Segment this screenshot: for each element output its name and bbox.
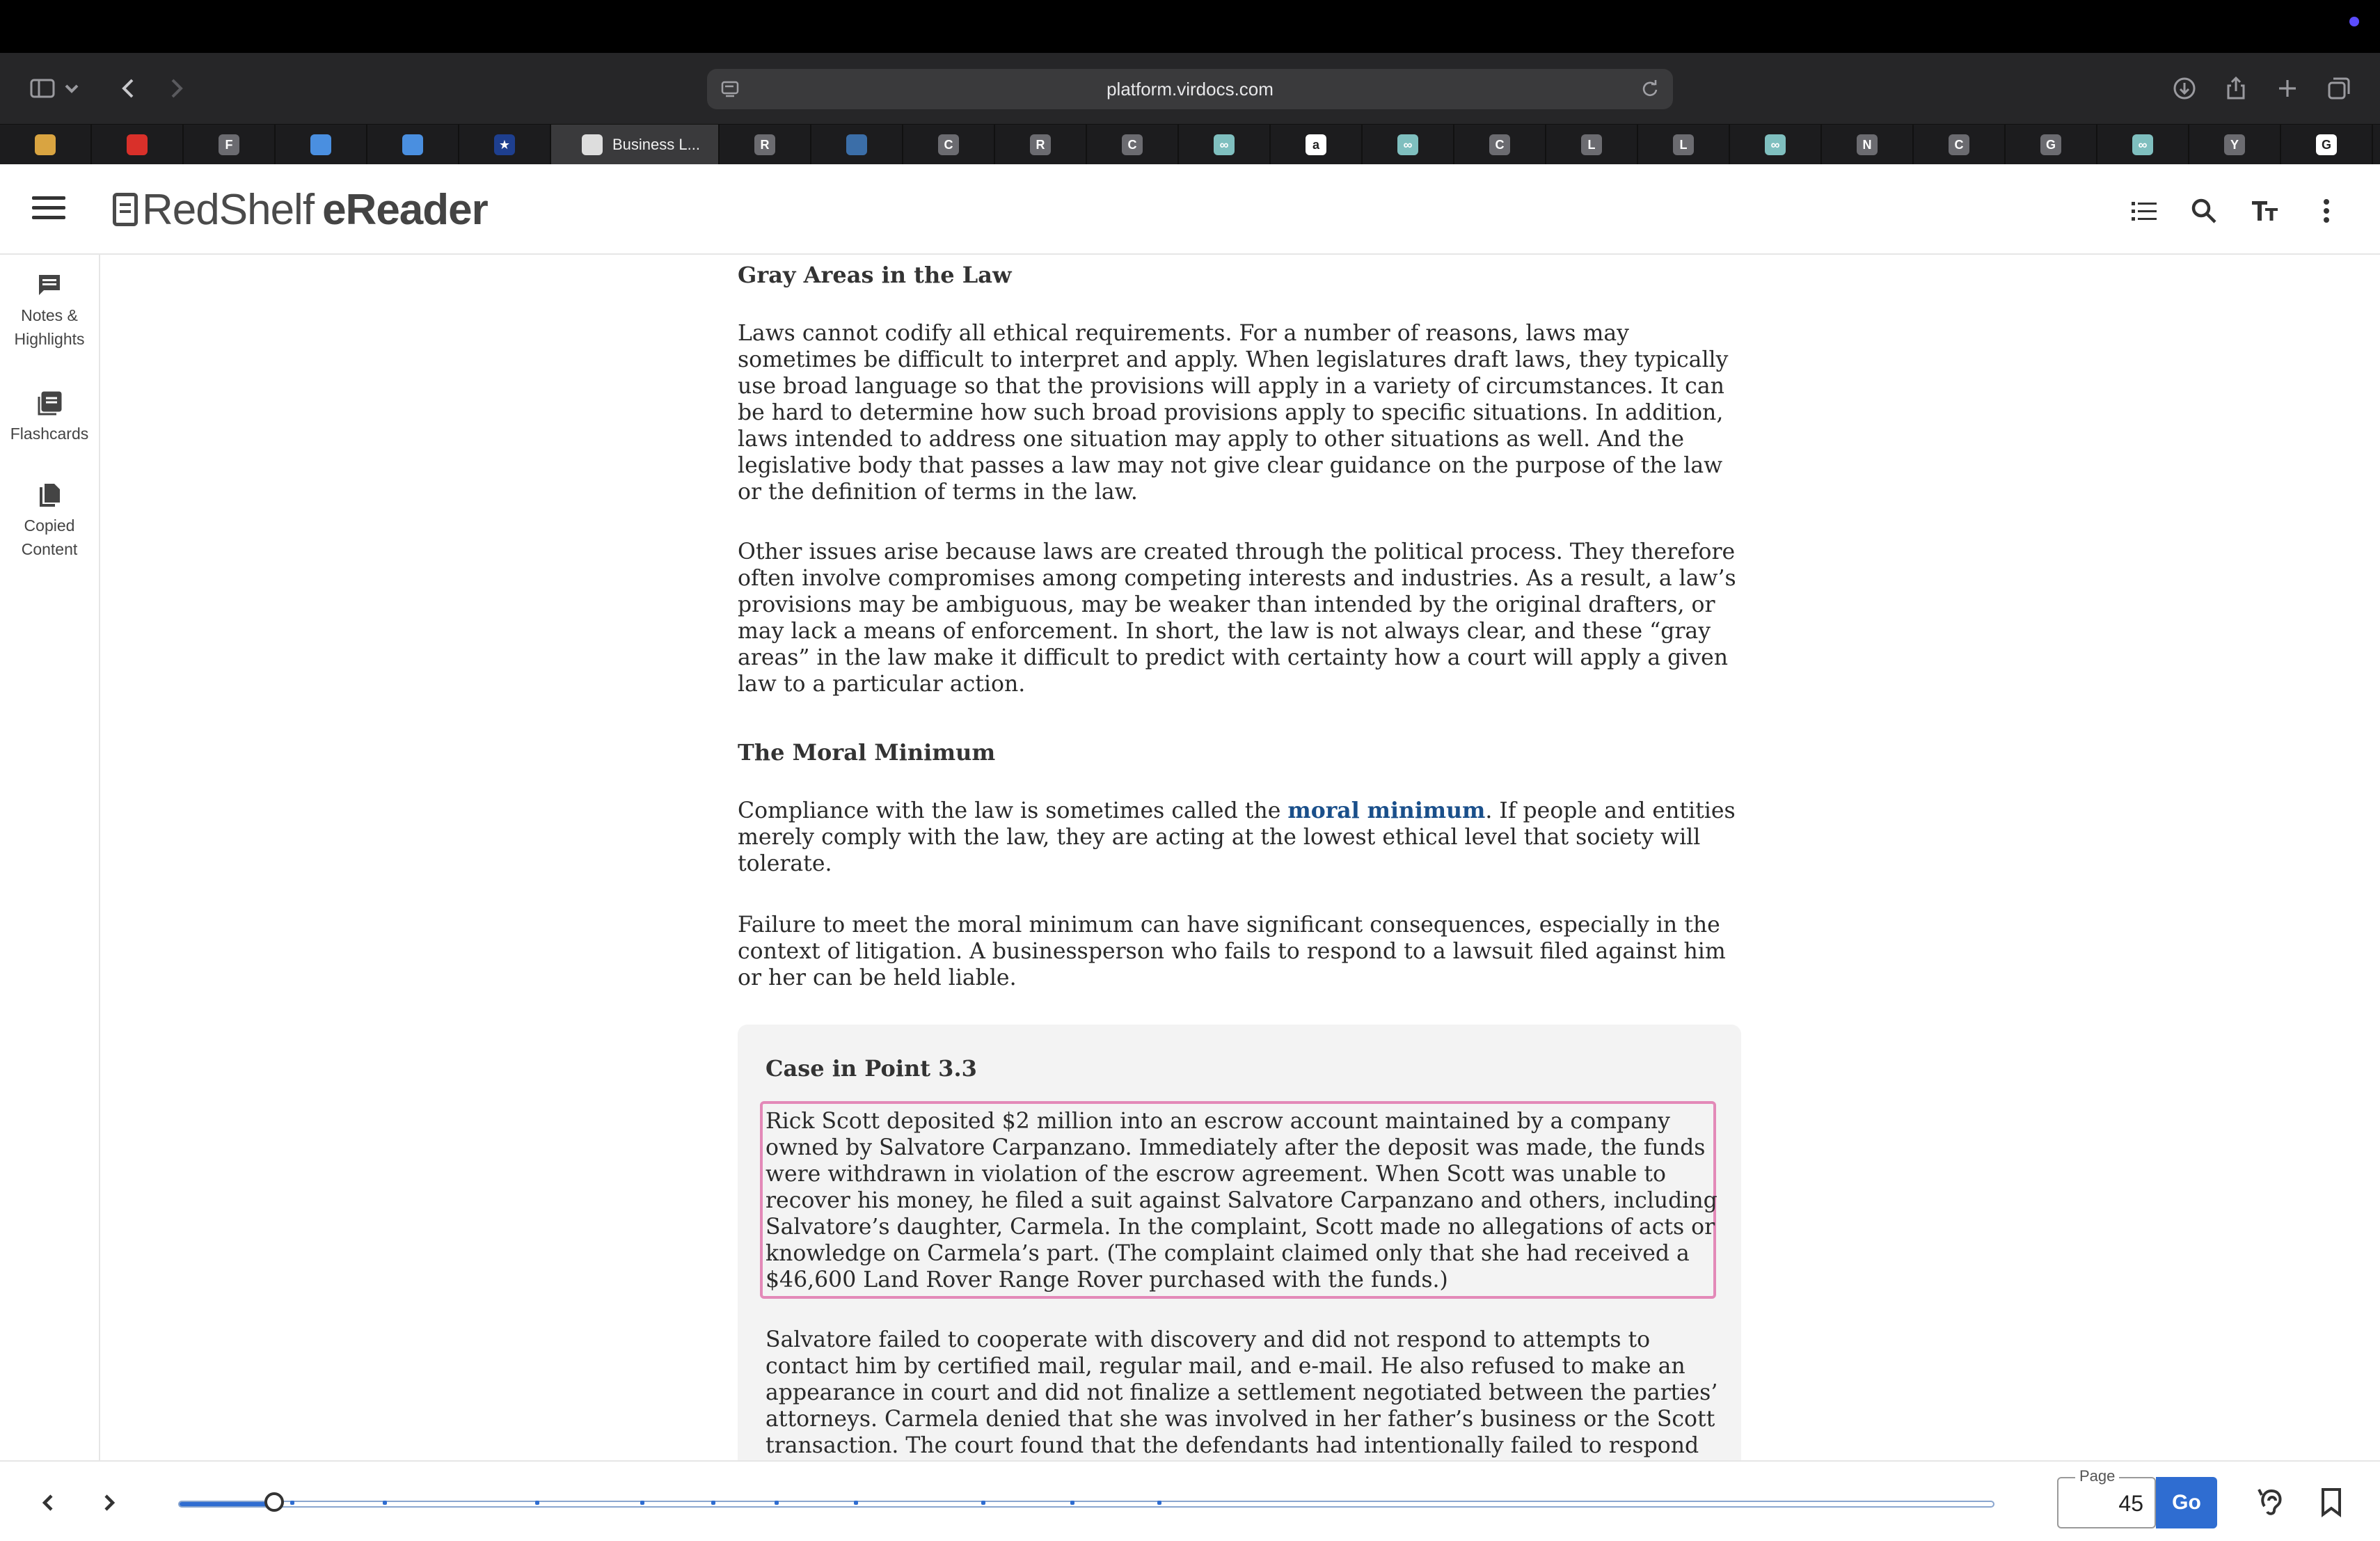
tab[interactable] (2281, 125, 2373, 165)
tab-favicon-icon: L (1673, 134, 1694, 155)
tab[interactable] (2097, 125, 2189, 165)
paragraph (738, 798, 1744, 877)
chapter-marker[interactable] (981, 1501, 985, 1505)
tab-title: Business L... (612, 136, 700, 153)
case-title: Case in Point 3.3 (765, 1055, 977, 1082)
copy-icon (35, 482, 63, 509)
tab[interactable] (2189, 125, 2281, 165)
tab[interactable] (459, 125, 551, 165)
tab[interactable] (903, 125, 995, 165)
tab-favicon-icon (127, 134, 148, 155)
tools-sidebar (0, 255, 100, 1460)
tab-favicon-icon: Y (2224, 134, 2245, 155)
chapter-marker[interactable] (1157, 1501, 1161, 1505)
more-options-icon[interactable] (2308, 192, 2345, 230)
glossary-term-link[interactable]: moral minimum (1287, 798, 1486, 823)
logo-name: RedShelf (142, 185, 315, 234)
tab-favicon-icon: C (938, 134, 959, 155)
tab[interactable] (1271, 125, 1363, 165)
section-heading: The Moral Minimum (738, 739, 996, 766)
tab[interactable] (184, 125, 276, 165)
new-tab-icon[interactable] (2269, 70, 2306, 107)
chapter-marker[interactable] (854, 1501, 858, 1505)
previous-page-icon[interactable] (31, 1485, 65, 1520)
search-icon[interactable] (2185, 192, 2223, 230)
progress-fill (180, 1502, 274, 1506)
sidebar-item-label: Copied (24, 516, 75, 535)
page-number-field[interactable] (2057, 1467, 2156, 1528)
sidebar-item-label: Highlights (14, 330, 85, 348)
sidebar-toggle-icon[interactable] (24, 70, 61, 107)
section-heading: Gray Areas in the Law (738, 262, 1012, 288)
sidebar-item-notes-highlights[interactable] (0, 271, 99, 351)
tab[interactable] (276, 125, 367, 165)
tab-favicon-icon (310, 134, 331, 155)
browser-toolbar (0, 53, 2380, 124)
paragraph: Laws cannot codify all ethical requirements. For a number of reasons, laws may sometimes be difficult to interpret and apply. When legislatures draft laws, they typically use broad language so that the provisions will apply in a variety of circumstances. It can be hard to determine how such broad provisions apply to specific situations. In addition, laws intended to address one situation may apply to other situations as well. And the legislative body that passes a law may not give clear guidance on the purpose of the law or the definition of terms in the law. (738, 321, 1729, 505)
tab[interactable] (1087, 125, 1179, 165)
tab[interactable] (1546, 125, 1638, 165)
redshelf-logo (113, 187, 488, 232)
tab[interactable] (1363, 125, 1454, 165)
paragraph: Failure to meet the moral minimum can have significant consequences, especially in the context of litigation. A businessperson who fails to respond to a lawsuit filed against him or her can be held liable. (738, 912, 1726, 990)
sidebar-item-label: Notes & (21, 306, 78, 324)
tab-favicon-icon: L (1581, 134, 1602, 155)
chapter-marker[interactable] (1070, 1501, 1074, 1505)
go-button[interactable]: Go (2156, 1477, 2217, 1528)
tab-favicon-icon: C (1489, 134, 1510, 155)
sidebar-item-flashcards[interactable] (0, 390, 99, 445)
text-run: Compliance with the law is sometimes called the (738, 798, 1288, 823)
address-bar[interactable] (707, 69, 1673, 109)
chapter-marker[interactable] (711, 1501, 715, 1505)
read-aloud-icon[interactable] (2255, 1485, 2290, 1520)
slider-handle[interactable] (264, 1492, 284, 1512)
tab-favicon-icon: ∞ (1765, 134, 1786, 155)
tab-favicon-icon: G (2316, 134, 2337, 155)
tab-favicon-icon: R (1030, 134, 1051, 155)
tab-favicon-icon (402, 134, 423, 155)
case-paragraph: Salvatore failed to cooperate with discovery and did not respond to attempts to contact him by certified mail, regular mail, and e-mail. He also refused to make an appearance in court and did not finalize a settlement negotiated between the parties’ attorneys. Carmela denied that she was involved in her father’s business or the Scott transaction. The court found that the defendants had intentionally failed to respond (765, 1327, 1718, 1458)
menu-icon[interactable] (32, 196, 65, 223)
tab-favicon-icon: C (1949, 134, 1969, 155)
sidebar-item-label: Flashcards (10, 425, 89, 443)
reload-icon[interactable] (1640, 79, 1660, 100)
tab[interactable] (92, 125, 184, 165)
tab-favicon-icon: R (754, 134, 775, 155)
bookmark-icon[interactable] (2315, 1485, 2349, 1520)
case-in-point-box (738, 1025, 1741, 1512)
page-number-input[interactable] (2074, 1491, 2143, 1517)
downloads-icon[interactable] (2166, 70, 2203, 107)
chapter-marker[interactable] (383, 1501, 387, 1505)
tab-favicon-icon (846, 134, 867, 155)
comment-icon (35, 271, 63, 299)
tab[interactable] (1179, 125, 1271, 165)
tab-favicon-icon: ∞ (1397, 134, 1418, 155)
tab-favicon-icon: C (1122, 134, 1143, 155)
tab-favicon-icon: ∞ (1214, 134, 1235, 155)
tab[interactable] (1638, 125, 1730, 165)
chapter-marker[interactable] (290, 1501, 294, 1505)
text-run: . If people and entities merely comply with the law, they are acting at the lowest ethical level that society will tolerate. (738, 798, 1736, 876)
sidebar-item-label: Content (21, 540, 78, 558)
tab-favicon-icon: ★ (494, 134, 515, 155)
tab[interactable] (1822, 125, 1914, 165)
tab-favicon-icon (35, 134, 56, 155)
chapter-marker[interactable] (775, 1501, 779, 1505)
chapter-marker[interactable] (535, 1501, 539, 1505)
forward-arrow-icon[interactable] (157, 70, 195, 107)
logo-document-icon (113, 193, 138, 226)
chevron-down-icon[interactable] (61, 70, 82, 107)
app-header (0, 164, 2380, 255)
page-label: Page (2075, 1467, 2119, 1485)
tab[interactable] (1454, 125, 1546, 165)
flashcards-icon (35, 390, 63, 418)
next-page-icon[interactable] (92, 1485, 127, 1520)
tab-active[interactable] (551, 125, 720, 165)
reader-content (738, 255, 1744, 1460)
back-arrow-icon[interactable] (110, 70, 148, 107)
case-paragraph: Rick Scott deposited $2 million into an escrow account maintained by a company owned by Salvatore Carpanzano. Immediately after the deposit was made, the funds were withdrawn in violation of the escrow agreement. When Scott was unable to recover his money, he filed a suit against Salvatore Carpanzano and others, including Salvatore’s daughter, Carmela. In the complaint, Scott made no allegations of acts or knowledge on Carmela’s part. (The complaint claimed only that she had received a $46,600 Land Rover Range Rover purchased with the funds.) (765, 1109, 1717, 1293)
url-text: platform.virdocs.com (1106, 79, 1274, 100)
tab-favicon-icon: N (1857, 134, 1878, 155)
status-dot-icon (2349, 17, 2359, 26)
reader-footer (0, 1460, 2380, 1541)
sidebar-item-copied-content[interactable] (0, 482, 99, 561)
tab-favicon-icon: ∞ (2132, 134, 2153, 155)
system-menu-bar (0, 0, 2380, 53)
tab-favicon-icon: F (219, 134, 239, 155)
tab-bar (0, 124, 2380, 164)
tab-favicon-icon: G (2040, 134, 2061, 155)
tab-favicon-icon: a (1306, 134, 1326, 155)
tab[interactable] (720, 125, 811, 165)
tab-favicon-icon (582, 134, 603, 155)
paragraph: Other issues arise because laws are created through the political process. They therefore often involve compromises among competing interests and industries. As a result, a law’s provisions may be ambiguous, may be weaker than intended by the original drafters, or may lack a means of enforcement. In short, the law is not always clear, and these “gray areas” in the law make it difficult to predict with certainty how a court will apply a given law to a particular action. (738, 539, 1736, 697)
logo-product: eReader (322, 185, 488, 234)
chapter-marker[interactable] (640, 1501, 644, 1505)
share-icon[interactable] (2217, 70, 2255, 107)
tab[interactable] (2006, 125, 2097, 165)
text-size-icon[interactable] (2246, 192, 2284, 230)
tab[interactable] (1730, 125, 1822, 165)
tab-overview-icon[interactable] (2320, 70, 2358, 107)
tab[interactable] (811, 125, 903, 165)
tab[interactable] (367, 125, 459, 165)
tab[interactable] (995, 125, 1087, 165)
table-of-contents-icon[interactable] (2125, 192, 2163, 230)
page-progress-slider[interactable] (178, 1501, 1994, 1508)
tab[interactable] (1914, 125, 2006, 165)
tab[interactable] (0, 125, 92, 165)
